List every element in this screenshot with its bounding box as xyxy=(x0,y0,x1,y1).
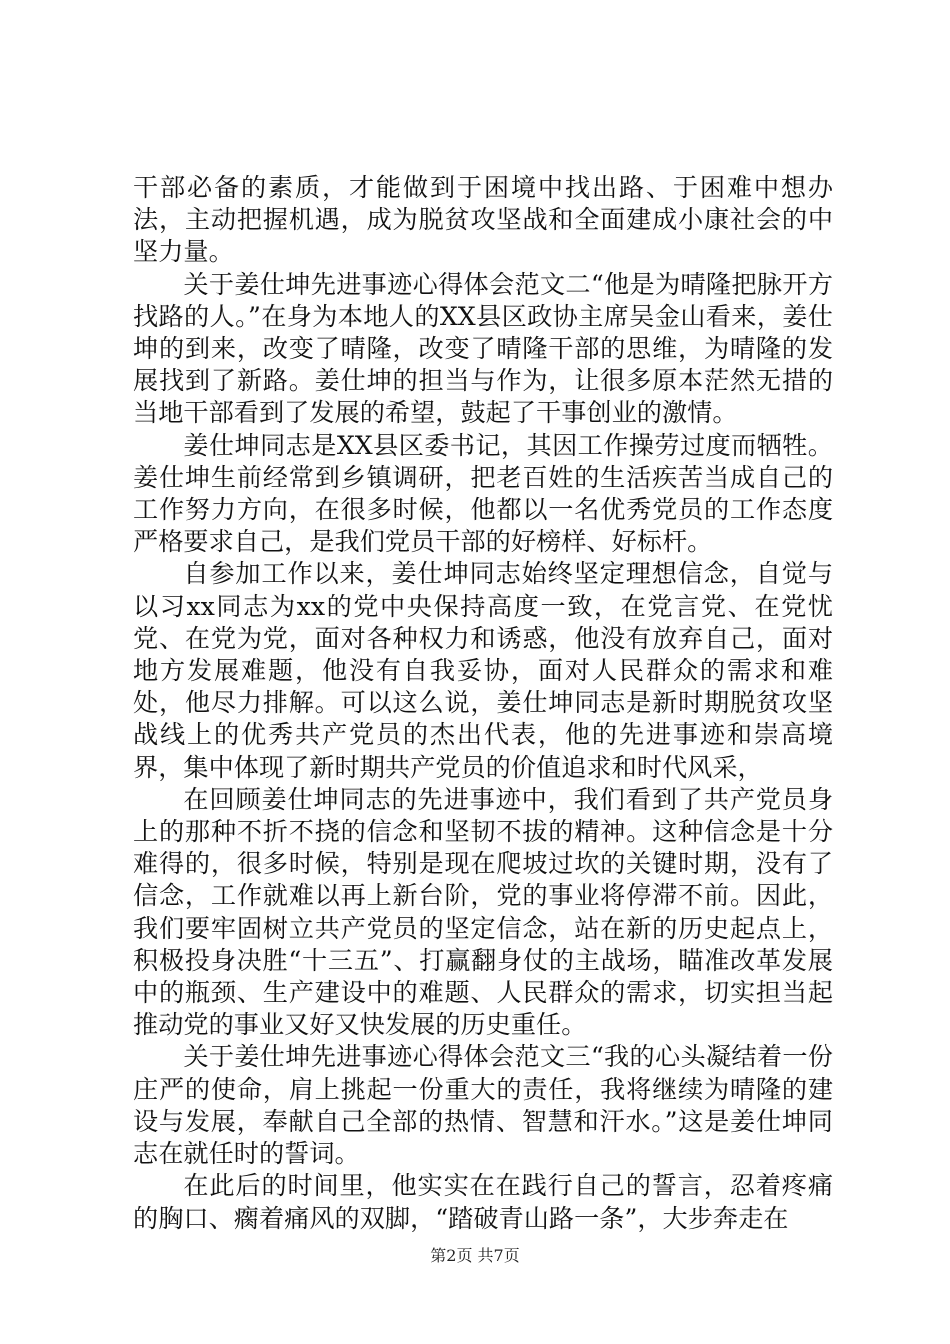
paragraph-ideals: 自参加工作以来，姜仕坤同志始终坚定理想信念，自觉与以习xx同志为xx的党中央保持高度一致，在党言党、在党忧党、在党为党，面对各种权力和诱惑，他没有放弃自己，面对地方发展难题，他没有自我妥协，面对人民群众的需求和难处，他尽力排解。可以这么说，姜仕坤同志是新时期脱贫攻坚战线上的优秀共产党员的杰出代表，他的先进事迹和崇高境界，集中体现了新时期共产党员的价值追求和时代风采， xyxy=(133,559,833,782)
paragraph-oath-practice: 在此后的时间里，他实实在在践行自己的誓言，忍着疼痛的胸口、瘸着痛风的双脚，“踏破青山路一条”，大步奔走在 xyxy=(133,1171,833,1233)
paragraph-secretary: 姜仕坤同志是XX县区委书记，其因工作操劳过度而牺牲。姜仕坤生前经常到乡镇调研，把老百姓的生活疾苦当成自己的工作努力方向，在很多时候，他都以一名优秀党员的工作态度严格要求自己，是我们党员干部的好榜样、好标杆。 xyxy=(133,430,833,557)
paragraph-essay-three-intro: 关于姜仕坤先进事迹心得体会范文三“我的心头凝结着一份庄严的使命，肩上挑起一份重大的责任，我将继续为晴隆的建设与发展，奉献自己全部的热情、智慧和汗水。”这是姜仕坤同志在就任时的誓词。 xyxy=(133,1042,833,1169)
paragraph-continued: 干部必备的素质，才能做到于困境中找出路、于困难中想办法，主动把握机遇，成为脱贫攻坚战和全面建成小康社会的中坚力量。 xyxy=(133,173,833,267)
paragraph-belief: 在回顾姜仕坤同志的先进事迹中，我们看到了共产党员身上的那种不折不挠的信念和坚韧不拔的精神。这种信念是十分难得的，很多时候，特别是现在爬坡过坎的关键时期，没有了信念，工作就难以再上新台阶，党的事业将停滞不前。因此，我们要牢固树立共产党员的坚定信念，站在新的历史起点上，积极投身决胜“十三五”、打赢翻身仗的主战场，瞄准改革发展中的瓶颈、生产建设中的难题、人民群众的需求，切实担当起推动党的事业又好又快发展的历史重任。 xyxy=(133,784,833,1040)
page-number-footer: 第2页 共7页 xyxy=(430,1246,520,1265)
document-body xyxy=(133,172,833,1235)
paragraph-essay-two-intro: 关于姜仕坤先进事迹心得体会范文二“他是为晴隆把脉开方找路的人。”在身为本地人的XX县区政协主席吴金山看来，姜仕坤的到来，改变了晴隆，改变了晴隆干部的思维，为晴隆的发展找到了新路。姜仕坤的担当与作为，让很多原本茫然无措的当地干部看到了发展的希望，鼓起了干事创业的激情。 xyxy=(133,269,833,428)
